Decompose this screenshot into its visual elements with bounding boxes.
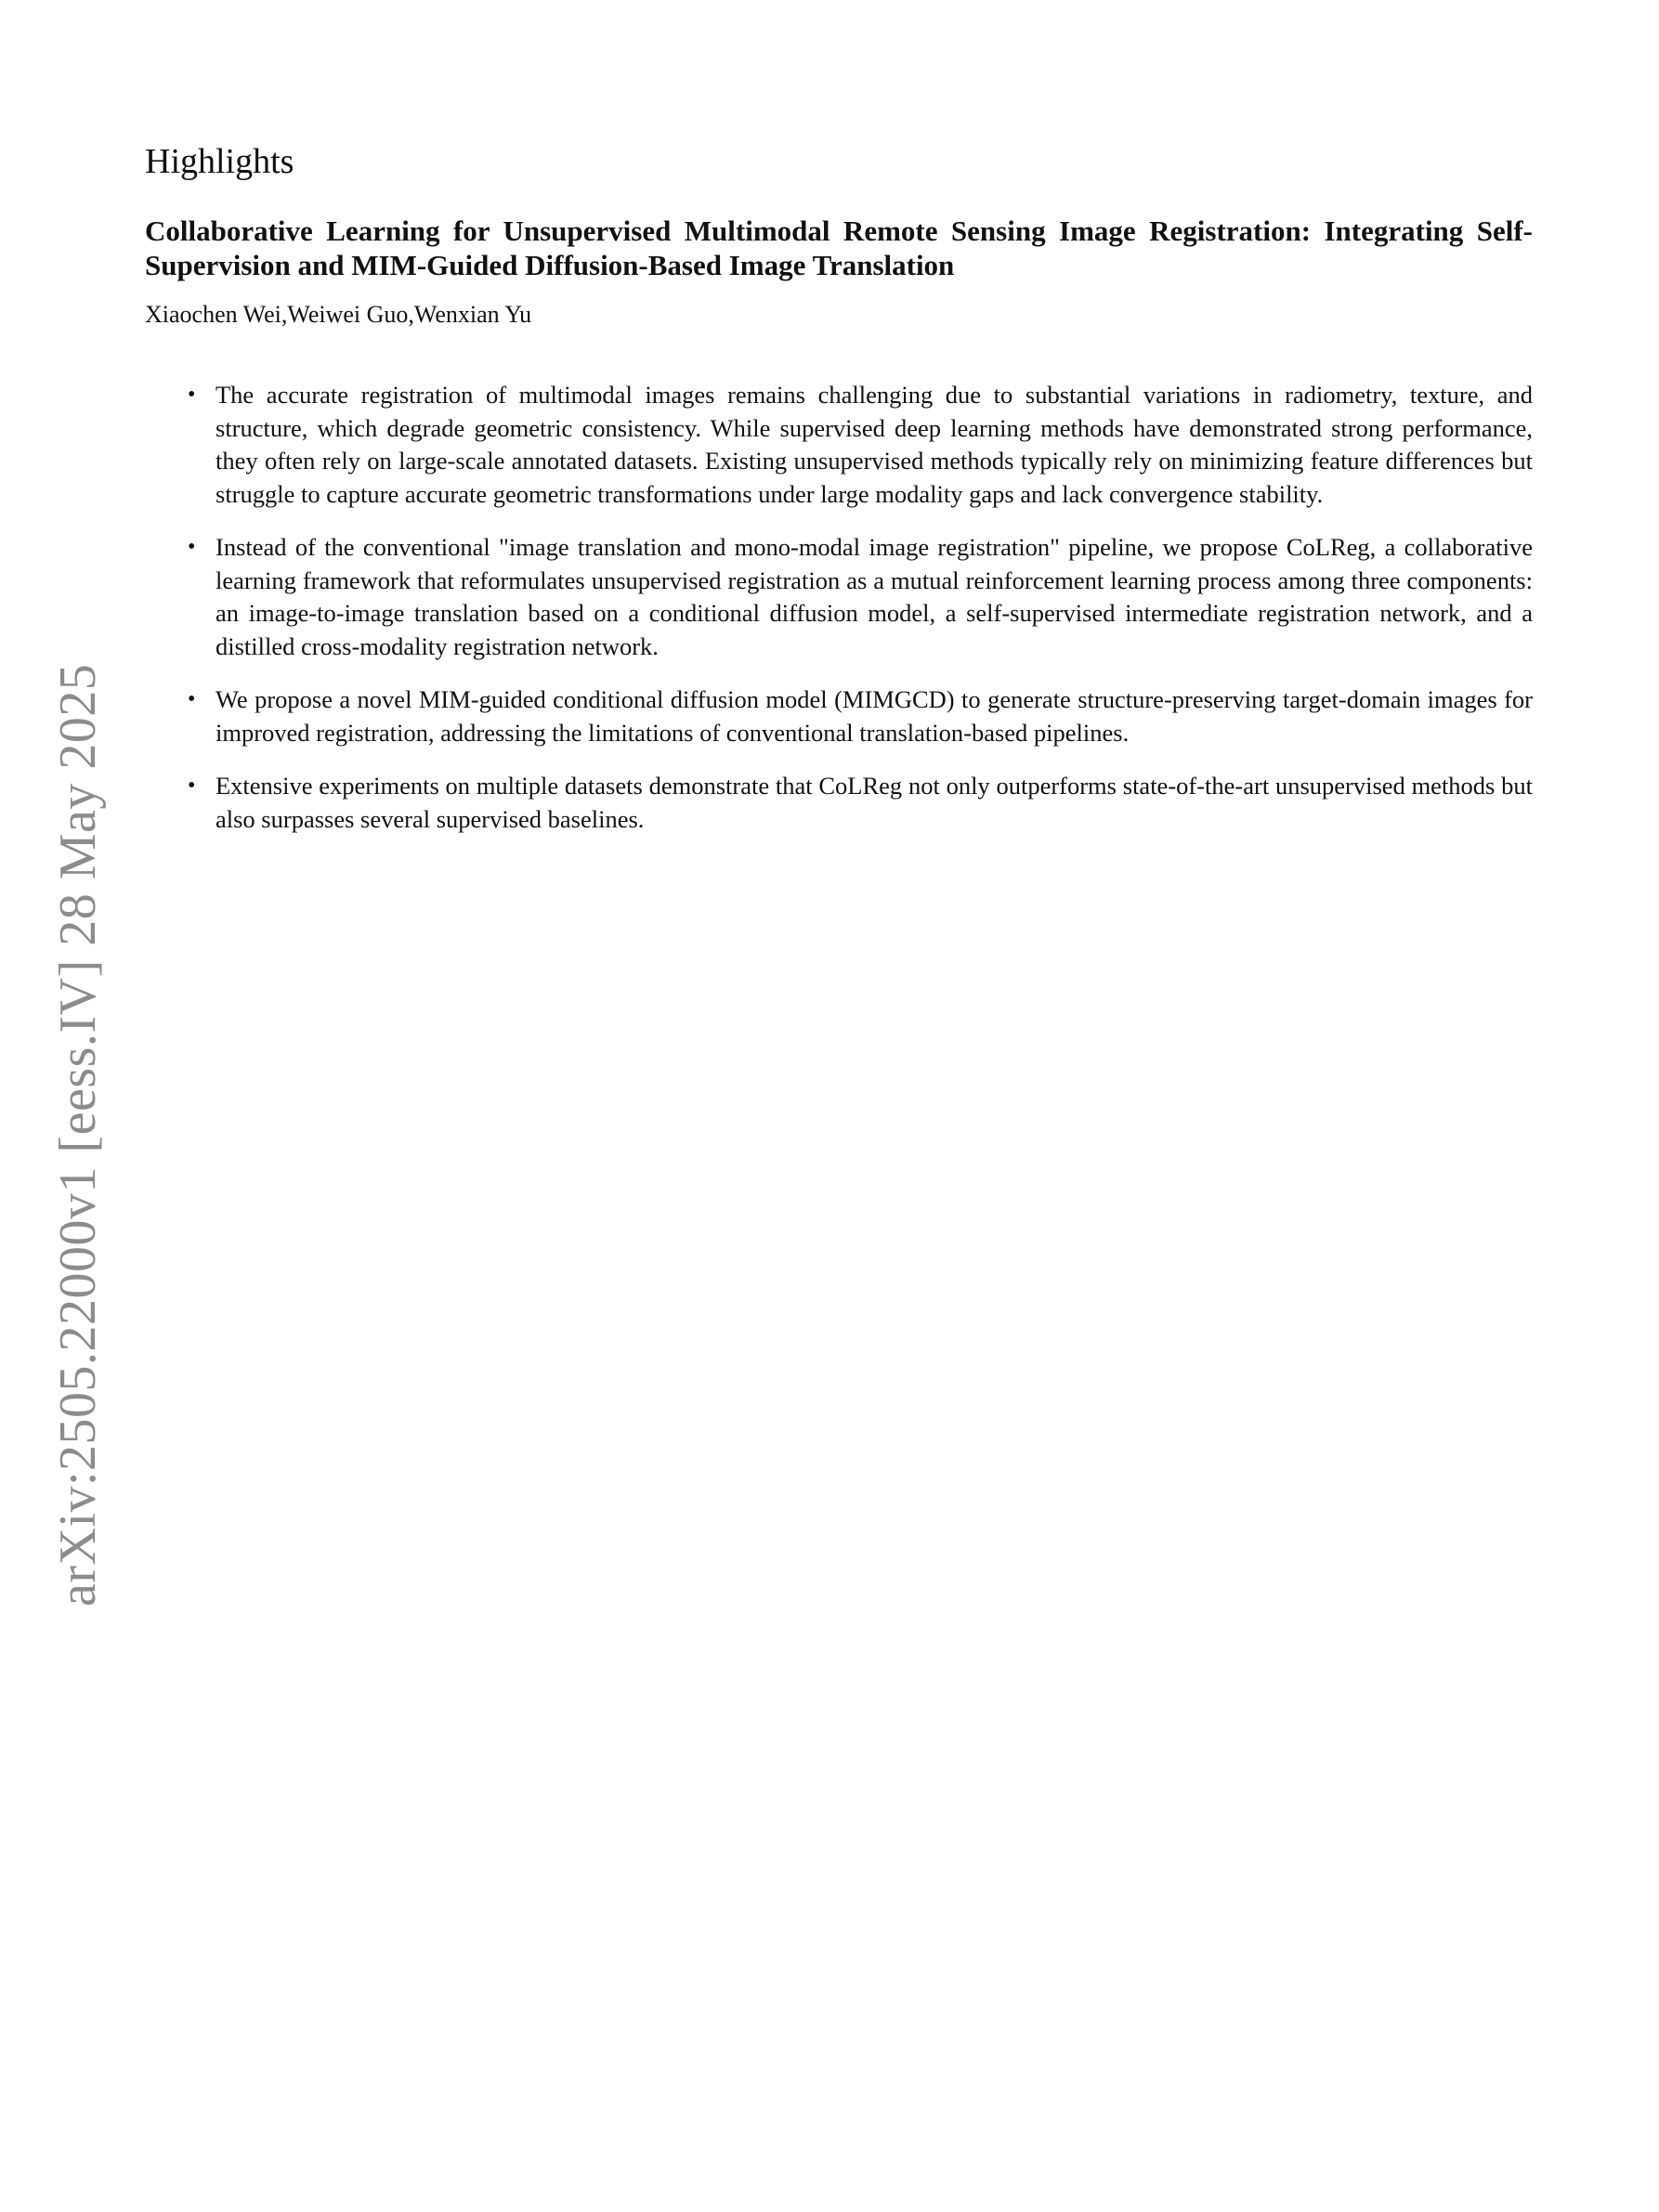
highlight-text: The accurate registration of multimodal images remains challenging due to substantial variations in radiometry, texture, and structure, which degrade geometric consistency. While supervised deep learning methods have demonstrated strong performance, they often rely on large-scale annotated datasets. Existing unsupervised methods typically rely on minimizing feature differences but struggle to capture accurate geometric transformations under large modality gaps and lack convergence stability. xyxy=(216,381,1533,508)
highlight-item xyxy=(188,531,1533,663)
bullet-icon: • xyxy=(188,774,196,798)
paper-title: Collaborative Learning for Unsupervised Multimodal Remote Sensing Image Registration: Integrating Self-Supervision and MIM-Guided Diffusion-Based Image Translation xyxy=(145,215,1533,281)
bullet-icon: • xyxy=(188,535,196,559)
bullet-icon: • xyxy=(188,383,196,407)
highlight-item xyxy=(188,770,1533,836)
section-heading: Highlights xyxy=(145,142,294,181)
bullet-icon: • xyxy=(188,687,196,711)
author-list: Xiaochen Wei,Weiwei Guo,Wenxian Yu xyxy=(145,301,532,328)
highlight-text: Instead of the conventional "image translation and mono-modal image registration" pipeline, we propose CoLReg, a collaborative learning framework that reformulates unsupervised registration as a mutual reinforcement learning process among three components: an image-to-image translation based on a conditional diffusion model, a self-supervised intermediate registration network, and a distilled cross-modality registration network. xyxy=(216,533,1533,660)
highlight-item xyxy=(188,379,1533,511)
arxiv-identifier-stamp: arXiv:2505.22000v1 [eess.IV] 28 May 2025 xyxy=(49,663,107,1607)
highlights-page xyxy=(145,139,1533,856)
highlights-list xyxy=(145,379,1533,836)
highlight-item xyxy=(188,683,1533,749)
highlight-text: We propose a novel MIM-guided conditional diffusion model (MIMGCD) to generate structure-preserving target-domain images for improved registration, addressing the limitations of conventional translation-based pipelines. xyxy=(216,685,1533,747)
highlight-text: Extensive experiments on multiple datasets demonstrate that CoLReg not only outperforms state-of-the-art unsupervised methods but also surpasses several supervised baselines. xyxy=(216,772,1533,833)
